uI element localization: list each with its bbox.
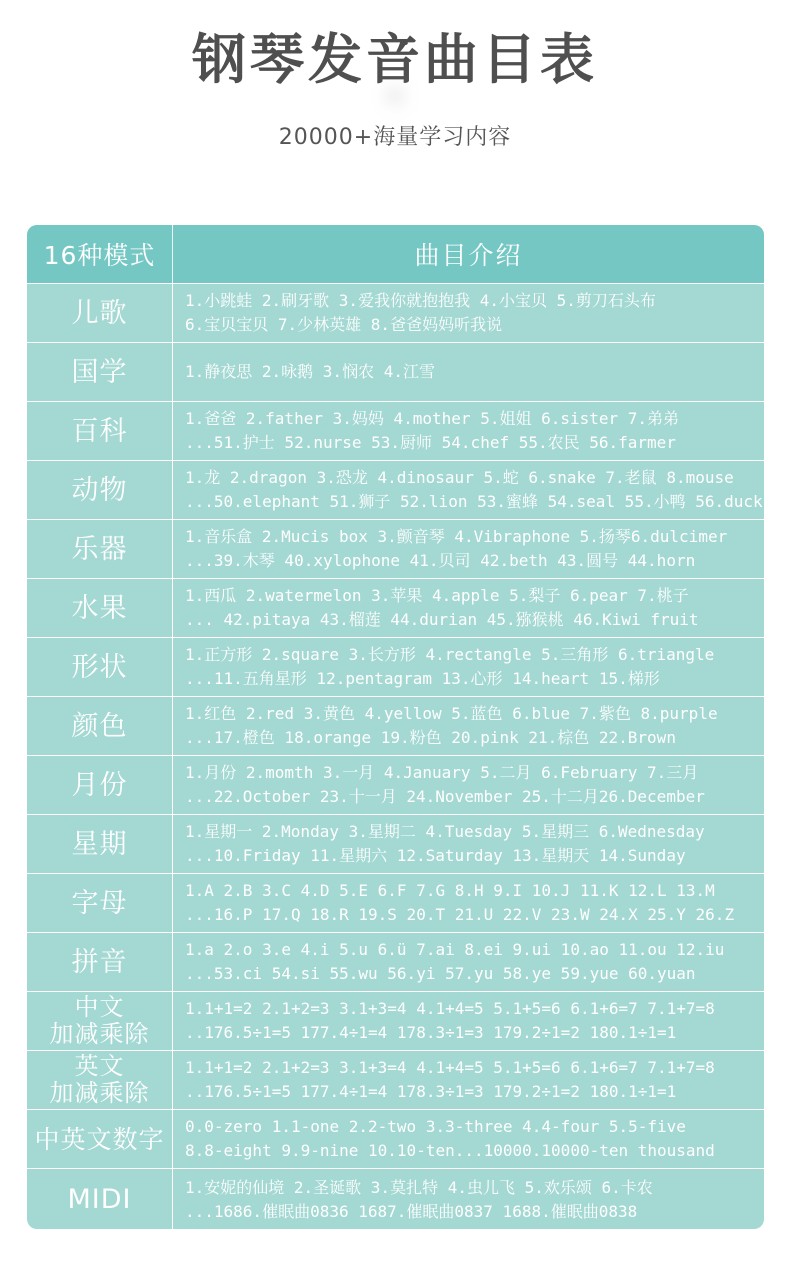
header-modes: 16种模式 (27, 225, 173, 283)
row-description (173, 520, 764, 578)
row-category (27, 1051, 173, 1109)
desc-line-1: 1.静夜思 2.咏鹅 3.悯农 4.江雪 (185, 362, 435, 381)
row-description (173, 1110, 764, 1168)
table-header (27, 225, 764, 283)
row-category: 字母 (27, 874, 173, 932)
page-title: 钢琴发音曲目表 (192, 28, 598, 91)
table-row (27, 401, 764, 460)
row-category: 颜色 (27, 697, 173, 755)
desc-line-1: 1.西瓜 2.watermelon 3.苹果 4.apple 5.梨子 6.pear 7.桃子 (185, 586, 689, 605)
desc-line-2: ..176.5÷1=5 177.4÷1=4 178.3÷1=3 179.2÷1=2 180.1÷1=1 (185, 1023, 677, 1042)
row-description (173, 1169, 764, 1229)
table-row (27, 519, 764, 578)
row-category: MIDI (27, 1169, 173, 1229)
row-description (173, 756, 764, 814)
table-row (27, 873, 764, 932)
desc-line-2: ...22.October 23.十一月 24.November 25.十二月26.December (185, 787, 705, 806)
header-songs: 曲目介绍 (414, 241, 523, 270)
table-row (27, 755, 764, 814)
desc-line-1: 1.1+1=2 2.1+2=3 3.1+3=4 4.1+4=5 5.1+5=6 6.1+6=7 7.1+7=8 (185, 1058, 715, 1077)
row-category: 月份 (27, 756, 173, 814)
row-category: 中英文数字 (27, 1110, 173, 1168)
desc-line-1: 1.红色 2.red 3.黄色 4.yellow 5.蓝色 6.blue 7.紫色 8.purple (185, 704, 718, 723)
table-row (27, 283, 764, 342)
desc-line-2: ... 42.pitaya 43.榴莲 44.durian 45.猕猴桃 46.Kiwi fruit (185, 610, 699, 629)
desc-line-2: ...17.橙色 18.orange 19.粉色 20.pink 21.棕色 22.Brown (185, 728, 676, 747)
desc-line-1: 1.音乐盒 2.Mucis box 3.颤音琴 4.Vibraphone 5.扬琴6.dulcimer (185, 527, 728, 546)
row-category: 百科 (27, 402, 173, 460)
desc-line-2: 6.宝贝宝贝 7.少林英雄 8.爸爸妈妈听我说 (185, 315, 503, 334)
row-description (173, 579, 764, 637)
row-description (173, 638, 764, 696)
category-line-2: 加减乘除 (49, 1020, 150, 1048)
row-description (173, 933, 764, 991)
table-row (27, 637, 764, 696)
row-category: 水果 (27, 579, 173, 637)
table-row (27, 932, 764, 991)
row-description (173, 992, 764, 1050)
table-row (27, 578, 764, 637)
table-row (27, 342, 764, 401)
table-row (27, 460, 764, 519)
row-category (27, 992, 173, 1050)
row-category: 乐器 (27, 520, 173, 578)
desc-line-1: 1.正方形 2.square 3.长方形 4.rectangle 5.三角形 6.triangle (185, 645, 715, 664)
page-subtitle: 20000+海量学习内容 (278, 125, 512, 150)
desc-line-2: ...10.Friday 11.星期六 12.Saturday 13.星期天 14.Sunday (185, 846, 686, 865)
table-row (27, 991, 764, 1050)
desc-line-1: 1.月份 2.momth 3.一月 4.January 5.二月 6.February 7.三月 (185, 763, 699, 782)
desc-line-1: 1.a 2.o 3.e 4.i 5.u 6.ü 7.ai 8.ei 9.ui 10.ao 11.ou 12.iu (185, 940, 725, 959)
desc-line-2: ...11.五角星形 12.pentagram 13.心形 14.heart 15.梯形 (185, 669, 660, 688)
desc-line-2: ...39.木琴 40.xylophone 41.贝司 42.beth 43.圆号 44.horn (185, 551, 696, 570)
row-category: 儿歌 (27, 284, 173, 342)
row-description (173, 284, 764, 342)
desc-line-1: 1.安妮的仙境 2.圣诞歌 3.莫扎特 4.虫儿飞 5.欢乐颂 6.卡农 (185, 1177, 653, 1197)
row-description (173, 874, 764, 932)
song-table (27, 225, 764, 1229)
desc-line-1: 0.0-zero 1.1-one 2.2-two 3.3-three 4.4-four 5.5-five (185, 1117, 686, 1136)
desc-line-2: ...53.ci 54.si 55.wu 56.yi 57.yu 58.ye 59.yue 60.yuan (185, 964, 696, 983)
row-description (173, 343, 764, 401)
row-description (173, 1051, 764, 1109)
desc-line-1: 1.龙 2.dragon 3.恐龙 4.dinosaur 5.蛇 6.snake 7.老鼠 8.mouse (185, 468, 734, 487)
table-row (27, 696, 764, 755)
row-category: 形状 (27, 638, 173, 696)
desc-line-1: 1.小跳蛙 2.刷牙歌 3.爱我你就抱抱我 4.小宝贝 5.剪刀石头布 (185, 291, 656, 310)
desc-line-2: 8.8-eight 9.9-nine 10.10-ten...10000.10000-ten thousand (185, 1141, 715, 1160)
category-line-1: 英文 (74, 1052, 125, 1080)
desc-line-2: ...16.P 17.Q 18.R 19.S 20.T 21.U 22.V 23.W 24.X 25.Y 26.Z (185, 905, 735, 924)
category-line-1: 中文 (74, 993, 125, 1021)
desc-line-2: ...50.elephant 51.狮子 52.lion 53.蜜蜂 54.seal 55.小鸭 56.duck (185, 492, 763, 511)
row-description (173, 815, 764, 873)
row-category: 拼音 (27, 933, 173, 991)
row-category: 动物 (27, 461, 173, 519)
desc-line-1: 1.星期一 2.Monday 3.星期二 4.Tuesday 5.星期三 6.Wednesday (185, 822, 705, 841)
table-row (27, 1050, 764, 1109)
category-line-2: 加减乘除 (49, 1079, 150, 1107)
desc-line-2: ..176.5÷1=5 177.4÷1=4 178.3÷1=3 179.2÷1=2 180.1÷1=1 (185, 1082, 677, 1101)
desc-line-1: 1.A 2.B 3.C 4.D 5.E 6.F 7.G 8.H 9.I 10.J 11.K 12.L 13.M (185, 881, 715, 900)
row-category: 星期 (27, 815, 173, 873)
row-description (173, 697, 764, 755)
desc-line-2: ...1686.催眠曲0836 1687.催眠曲0837 1688.催眠曲0838 (185, 1201, 638, 1221)
table-row (27, 1109, 764, 1168)
desc-line-1: 1.爸爸 2.father 3.妈妈 4.mother 5.姐姐 6.sister 7.弟弟 (185, 409, 680, 428)
table-row (27, 814, 764, 873)
row-description (173, 402, 764, 460)
desc-line-2: ...51.护士 52.nurse 53.厨师 54.chef 55.农民 56.farmer (185, 433, 676, 452)
table-row (27, 1168, 764, 1229)
desc-line-1: 1.1+1=2 2.1+2=3 3.1+3=4 4.1+4=5 5.1+5=6 6.1+6=7 7.1+7=8 (185, 999, 715, 1018)
row-category: 国学 (27, 343, 173, 401)
row-description (173, 461, 764, 519)
